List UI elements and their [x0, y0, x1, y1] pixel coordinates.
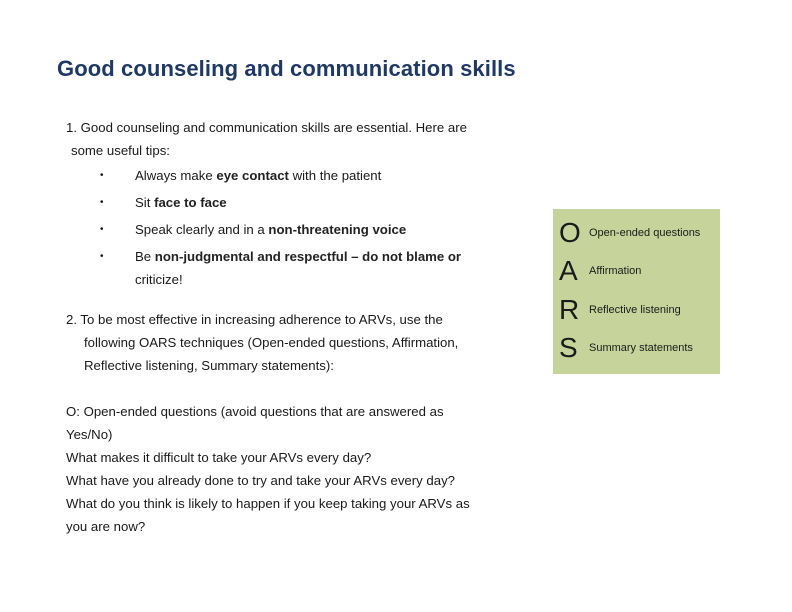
oars-row-a — [559, 255, 641, 287]
oars-row-s — [559, 332, 693, 364]
paragraph-3-line-1: O: Open-ended questions (avoid questions that are answered as — [66, 404, 444, 419]
paragraph-1-line-1: 1. Good counseling and communication skills are essential. Here are — [66, 120, 467, 135]
paragraph-3-line-5: What do you think is likely to happen if you keep taking your ARVs as — [66, 496, 470, 511]
paragraph-2-line-3: Reflective listening, Summary statements): — [84, 358, 334, 373]
tips-list — [100, 164, 520, 295]
paragraph-3-line-3: What makes it difficult to take your ARVs every day? — [66, 450, 372, 465]
paragraph-2-line-2: following OARS techniques (Open-ended questions, Affirmation, — [84, 335, 459, 350]
paragraph-2-line-1: 2. To be most effective in increasing adherence to ARVs, use the — [66, 312, 443, 327]
oars-box — [553, 209, 720, 374]
oars-row-r — [559, 294, 681, 326]
oars-row-o — [559, 217, 700, 249]
bullet-icon: • — [100, 224, 104, 235]
oars-word: Affirmation — [589, 265, 642, 277]
oars-word: Summary statements — [589, 342, 693, 354]
oars-letter: S — [559, 332, 578, 363]
paragraph-1 — [66, 116, 536, 162]
oars-letter: R — [559, 294, 580, 325]
paragraph-3-line-4: What have you already done to try and take your ARVs every day? — [66, 473, 456, 488]
paragraph-3-line-6: you are now? — [66, 519, 146, 534]
paragraph-3-line-2: Yes/No) — [66, 427, 113, 442]
list-item: • Always make eye contact with the patient — [100, 164, 520, 187]
bullet-icon: • — [100, 197, 104, 208]
paragraph-3 — [66, 400, 536, 538]
oars-letter: O — [559, 217, 581, 248]
list-item: • Speak clearly and in a non-threatening voice — [100, 218, 520, 241]
paragraph-1-line-2: some useful tips: — [71, 143, 170, 158]
page-title: Good counseling and communication skills — [57, 56, 516, 81]
list-item: • Sit face to face — [100, 191, 520, 214]
list-item: • Be non-judgmental and respectful – do not blame or criticize! — [100, 245, 520, 291]
bullet-icon: • — [100, 170, 104, 181]
oars-word: Open-ended questions — [589, 227, 701, 239]
oars-word: Reflective listening — [589, 304, 681, 316]
paragraph-2 — [66, 308, 526, 377]
list-item-continuation: criticize! — [135, 272, 183, 287]
oars-letter: A — [559, 255, 578, 286]
bullet-icon: • — [100, 251, 104, 262]
